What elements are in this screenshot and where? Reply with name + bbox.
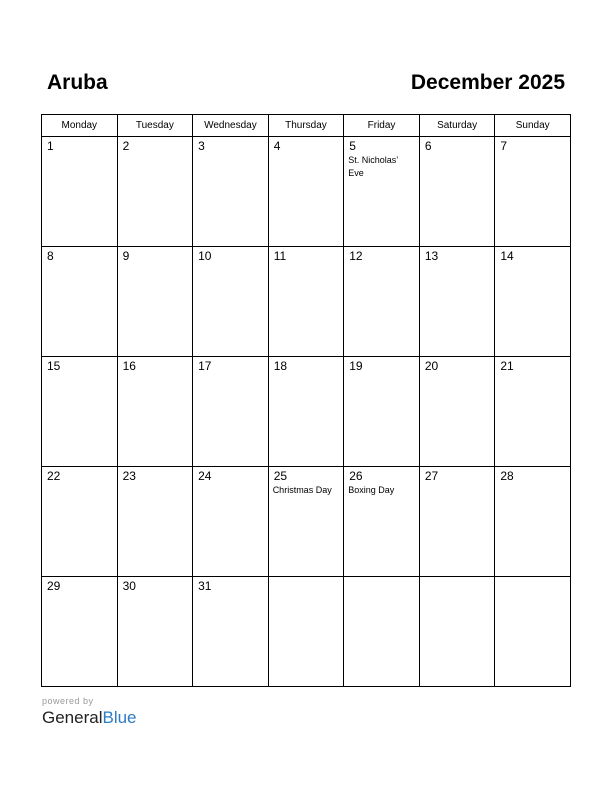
day-cell (193, 357, 269, 467)
day-cell (42, 467, 118, 577)
day-number: 16 (122, 359, 136, 373)
day-cell (193, 467, 269, 577)
week-row-5 (42, 577, 571, 687)
day-cell (268, 577, 344, 687)
day-cell (268, 137, 344, 247)
day-number: 6 (424, 139, 432, 153)
holiday-label: Christmas Day (272, 485, 332, 495)
day-number (420, 577, 495, 580)
day-cell (419, 247, 495, 357)
powered-by-text: powered by (42, 696, 94, 706)
weekday-wednesday: Wednesday (193, 115, 269, 137)
weekday-friday: Friday (344, 115, 420, 137)
day-cell (42, 357, 118, 467)
day-number: 18 (273, 359, 288, 373)
day-number (269, 577, 344, 580)
day-number: 25 (273, 469, 288, 483)
day-cell (193, 577, 269, 687)
week-row-1 (42, 137, 571, 247)
holiday-label: Boxing Day (348, 485, 395, 495)
day-cell (344, 357, 420, 467)
weekday-sunday: Sunday (495, 115, 571, 137)
day-number: 30 (122, 579, 136, 593)
day-cell (495, 467, 571, 577)
day-number: 22 (47, 469, 61, 483)
day-cell (42, 137, 118, 247)
day-cell (117, 357, 193, 467)
day-number: 4 (273, 139, 281, 153)
generalblue-logo (42, 708, 137, 728)
day-cell (117, 247, 193, 357)
day-number: 17 (198, 359, 212, 373)
day-cell (117, 577, 193, 687)
day-number: 12 (349, 249, 363, 263)
day-cell (117, 137, 193, 247)
day-cell (495, 577, 571, 687)
brand-general-text: General (42, 708, 103, 727)
day-cell (42, 247, 118, 357)
day-number: 5 (349, 139, 356, 153)
day-cell (419, 467, 495, 577)
week-row-4 (42, 467, 571, 577)
day-cell (495, 357, 571, 467)
day-number: 13 (424, 249, 439, 263)
brand-blue-text: Blue (102, 708, 137, 727)
day-cell (495, 137, 571, 247)
day-number: 1 (47, 139, 54, 153)
day-number: 2 (122, 139, 130, 153)
day-cell (268, 467, 344, 577)
day-cell (419, 357, 495, 467)
holiday-label: St. Nicholas’ Eve (348, 155, 398, 178)
day-number: 14 (500, 249, 514, 263)
day-cell (495, 247, 571, 357)
day-cell (344, 247, 420, 357)
day-cell (193, 137, 269, 247)
month-title: December 2025 (410, 71, 565, 94)
day-cell (344, 467, 420, 577)
day-cell (117, 467, 193, 577)
calendar-header (0, 0, 612, 110)
day-cell (42, 577, 118, 687)
day-cell (193, 247, 269, 357)
day-number: 28 (500, 469, 514, 483)
weekday-header-row (42, 115, 571, 137)
day-number: 8 (47, 249, 54, 263)
footer-branding (42, 696, 137, 728)
day-number: 31 (198, 579, 212, 593)
day-number: 20 (424, 359, 439, 373)
day-number: 7 (500, 139, 508, 153)
day-number: 3 (198, 139, 205, 153)
day-number: 15 (47, 359, 61, 373)
country-title: Aruba (47, 71, 108, 94)
day-number: 21 (500, 359, 514, 373)
weekday-monday: Monday (42, 115, 118, 137)
day-cell (419, 137, 495, 247)
weekday-tuesday: Tuesday (117, 115, 193, 137)
day-number: 29 (47, 579, 61, 593)
weekday-thursday: Thursday (268, 115, 344, 137)
day-number (495, 577, 570, 580)
day-number: 24 (198, 469, 212, 483)
day-number: 19 (349, 359, 363, 373)
day-cell (268, 357, 344, 467)
weekday-saturday: Saturday (419, 115, 495, 137)
day-number: 11 (273, 249, 287, 263)
day-number: 23 (122, 469, 136, 483)
day-cell (344, 137, 420, 247)
day-number: 27 (424, 469, 439, 483)
week-row-3 (42, 357, 571, 467)
day-number: 9 (122, 249, 130, 263)
day-number: 26 (349, 469, 363, 483)
week-row-2 (42, 247, 571, 357)
day-cell (419, 577, 495, 687)
day-cell (268, 247, 344, 357)
day-cell (344, 577, 420, 687)
day-number (344, 577, 419, 580)
calendar-grid (41, 114, 571, 687)
day-number: 10 (198, 249, 212, 263)
